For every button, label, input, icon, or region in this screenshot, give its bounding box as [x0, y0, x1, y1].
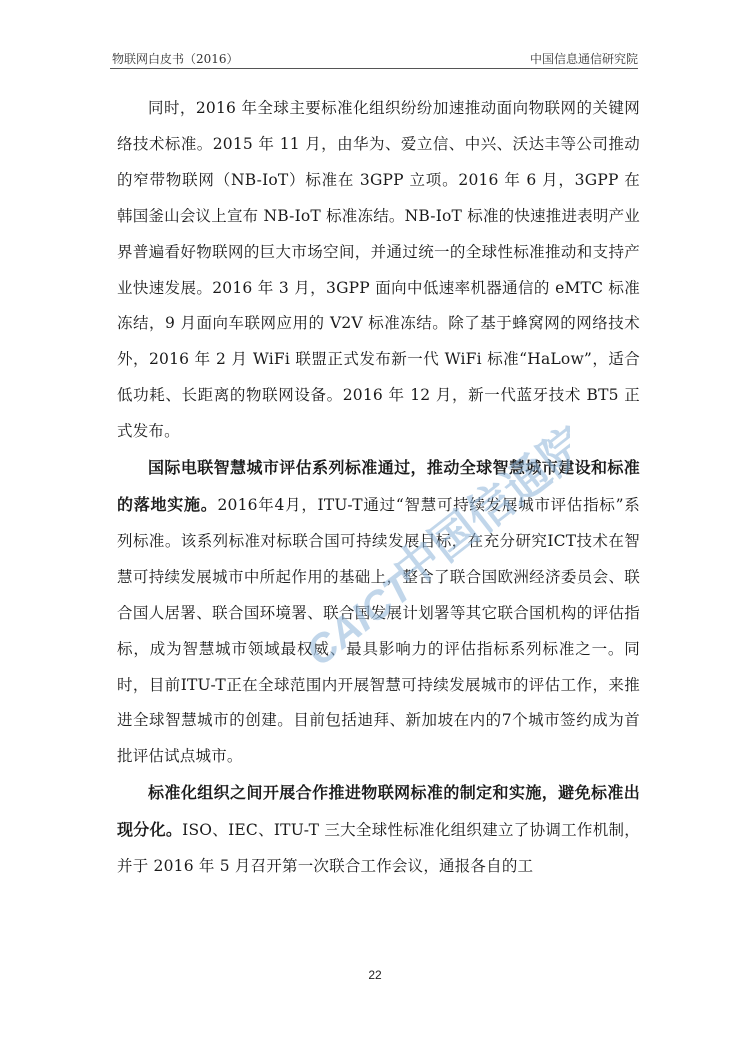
- header-document-title: 物联网白皮书（2016）: [112, 52, 239, 66]
- watermark-logo-text: CAICT: [297, 564, 422, 675]
- page-number: 22: [368, 968, 382, 982]
- paragraph-text: 同时，2016 年全球主要标准化组织纷纷加速推动面向物联网的关键网络技术标准。2015 年 11 月，由华为、爱立信、中兴、沃达丰等公司推动的窄带物联网（NB-IoT）标准在 3GPP 立项。2016 年 6 月，3GPP 在韩国釜山会议上宣布 NB-IoT 标准冻结。NB-IoT 标准的快速推进表明产业界普遍看好物联网的巨大市场空间，并通过统一的全球性标准推动和支持产业快速发展。2016 年 3 月，3GPP 面向中低速率机器通信的 eMTC 标准冻结，9 月面向车联网应用的 V2V 标准冻结。除了基于蜂窝网的网络技术外，2016 年 2 月 WiFi 联盟正式发布新一代 WiFi 标准“HaLow”，适合低功耗、长距离的物联网设备。2016 年 12 月，新一代蓝牙技术 BT5 正式发布。: [117, 99, 640, 441]
- paragraph: [117, 775, 640, 885]
- page-header: [110, 48, 638, 69]
- paragraph: [117, 90, 640, 450]
- paragraph: [117, 450, 640, 775]
- page-body: [117, 90, 640, 885]
- header-organization: 中国信息通信研究院: [529, 52, 638, 66]
- paragraph-lead-bold: 国际电联智慧城市评估系列标准通过，推动全球智慧城市建设和标准的落地实施。: [117, 458, 640, 514]
- paragraph-text: 2016年4月，ITU-T通过“智慧可持续发展城市评估指标”系列标准。该系列标准对标联合国可持续发展目标，在充分研究ICT技术在智慧可持续发展城市中所起作用的基础上，整合了联合国欧洲经济委员会、联合国人居署、联合国环境署、联合国发展计划署等其它联合国机构的评估指标，成为智慧城市领域最权威、最具影响力的评估指标系列标准之一。同时，目前ITU-T正在全球范围内开展智慧可持续发展城市的评估工作，来推进全球智慧城市的创建。目前包括迪拜、新加坡在内的7个城市签约成为首批评估试点城市。: [117, 495, 641, 766]
- watermark-org-text: 中国信通院: [382, 415, 570, 600]
- paragraph-lead-bold: 标准化组织之间开展合作推进物联网标准的制定和实施，避免标准出现分化。: [117, 783, 640, 840]
- paragraph-text: ISO、IEC、ITU-T 三大全球性标准化组织建立了协调工作机制，并于 2016 年 5 月召开第一次联合工作会议，通报各自的工: [117, 821, 640, 876]
